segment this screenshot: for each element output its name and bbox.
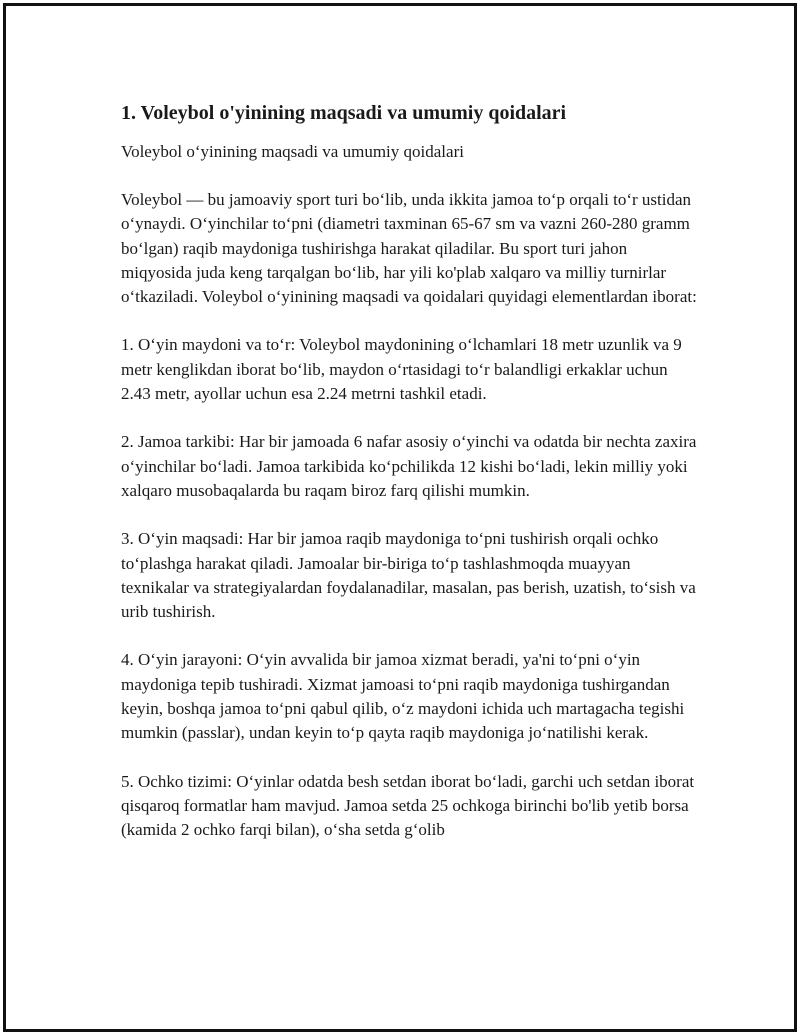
paragraph-court-and-net: 1. O‘yin maydoni va to‘r: Voleybol maydonining o‘lchamlari 18 metr uzunlik va 9 metr kenglikdan iborat bo‘lib, maydon o‘rtasidagi to‘r balandligi erkaklar uchun 2.43 metr, ayollar uchun esa 2.24 metrni tashkil etadi. (121, 335, 682, 404)
paragraph-scoring-system: 5. Ochko tizimi: O‘yinlar odatda besh setdan iborat bo‘ladi, garchi uch setdan iborat qisqaroq formatlar ham mavjud. Jamoa setda 25 ochkoga birinchi bo'lib yetib borsa (kamida 2 ochko farqi bilan), o‘sha setda g‘olib (121, 771, 695, 840)
paragraph-intro: Voleybol — bu jamoaviy sport turi bo‘lib, unda ikkita jamoa to‘p orqali to‘r ustidan o‘ynaydi. O‘yinchilar to‘pni (diametri taxminan 65-67 sm va vazni 260-280 gramm bo‘lgan) raqib maydoniga tushirishga harakat qiladilar. Bu sport turi jahon miqyosida juda keng tarqalgan bo‘lib, har yili ko'plab xalqaro va milliy turnirlar o‘tkaziladi. Voleybol o‘yinining maqsadi va qoidalari quyidagi elementlardan iborat: (121, 190, 697, 307)
document-page (3, 3, 797, 1032)
paragraph-game-process: 4. O‘yin jarayoni: O‘yin avvalida bir jamoa xizmat beradi, ya'ni to‘pni o‘yin maydoniga tepib tushiradi. Xizmat jamoasi to‘pni raqib maydoniga tushirgandan keyin, boshqa jamoa to‘pni qabul qilib, o‘z maydoni ichida uch martagacha tegishi mumkin (passlar), undan keyin to‘p qayta raqib maydoniga jo‘natilishi kerak. (121, 650, 685, 743)
document-content (121, 99, 701, 867)
paragraph-game-objective: 3. O‘yin maqsadi: Har bir jamoa raqib maydoniga to‘pni tushirish orqali ochko to‘plashga harakat qiladi. Jamoalar bir-biriga to‘p tashlashmoqda muayyan texnikalar va strategiyalardan foydalanadilar, masalan, pas berish, uzatish, to‘sish va urib tushirish. (121, 529, 696, 622)
paragraph-team-composition: 2. Jamoa tarkibi: Har bir jamoada 6 nafar asosiy o‘yinchi va odatda bir nechta zaxira o‘yinchilar bo‘ladi. Jamoa tarkibida ko‘pchilikda 12 kishi bo‘ladi, lekin milliy yoki xalqaro musobaqalarda bu raqam biroz farq qilishi mumkin. (121, 432, 697, 500)
document-subtitle: Voleybol o‘yinining maqsadi va umumiy qoidalari (121, 142, 464, 161)
document-title: 1. Voleybol o'yinining maqsadi va umumiy qoidalari (121, 102, 567, 124)
